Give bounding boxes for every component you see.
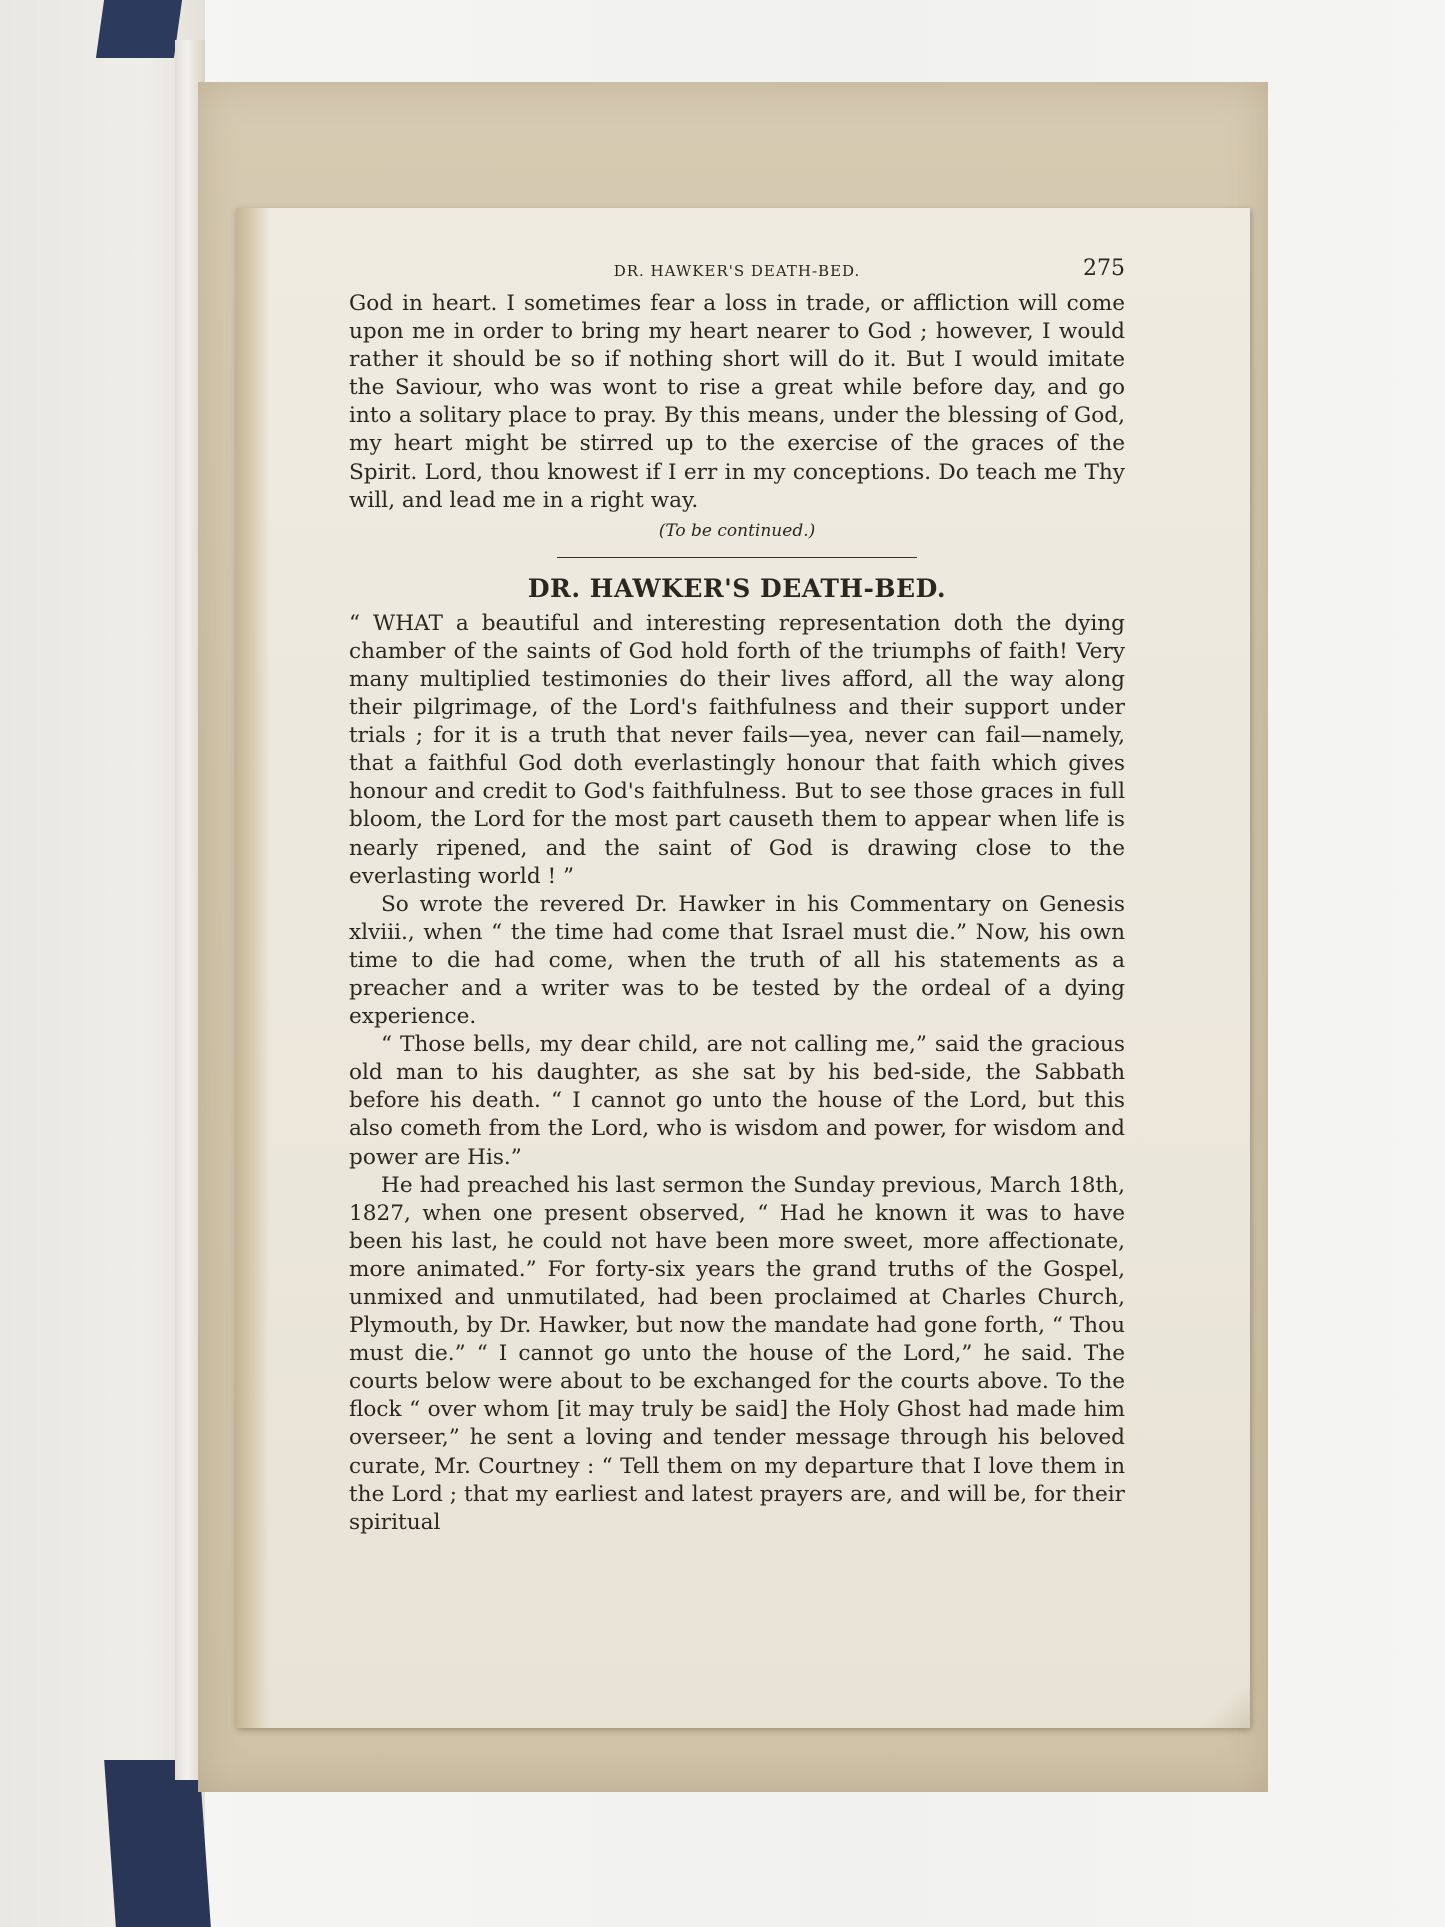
cloth-binding-bottom [104, 1760, 211, 1927]
article-paragraph: “ Those bells, my dear child, are not calling me,” said the gracious old man to his daughter, as she sat by his bed-side, the Sabbath before his death. “ I cannot go unto the house of the Lord, but this also cometh from the Lord, who is wisdom and power, for wisdom and power are His.” [349, 1032, 1125, 1170]
printed-leaf [236, 208, 1250, 1728]
article-paragraph: “ WHAT a beautiful and interesting representation doth the dying chamber of the saints of God hold forth of the triumphs of faith! Very many multiplied testimonies do their lives afford, all the way along their pilgrimage, of the Lord's faithfulness and their support under trials ; for it is a truth that never fails—yea, never can fail—namely, that a faithful God doth everlastingly honour that faith which gives honour and credit to God's faithfulness. But to see those graces in full bloom, the Lord for the most part causeth them to appear when life is nearly ripened, and the saint of God is drawing close to the everlasting world ! ” [349, 610, 1125, 889]
to-be-continued: (To be continued.) [658, 520, 816, 541]
text-block [349, 250, 1125, 1537]
running-head [349, 250, 1125, 290]
continuation-paragraph: God in heart. I sometimes fear a loss in trade, or affliction will come upon me in order to bring my heart nearer to God ; however, I would rather it should be so if nothing short will do it. But I would imitate the Saviour, who was wont to rise a great while before day, and go into a solitary place to pray. By this means, under the blessing of God, my heart might be stirred up to the exercise of the graces of the Spirit. Lord, thou knowest if I err in my conceptions. Do teach me Thy will, and lead me in a right way. [349, 291, 1125, 513]
article-title: DR. HAWKER'S DEATH-BED. [527, 573, 947, 603]
torn-left-edge [236, 208, 270, 1728]
article-paragraph: So wrote the revered Dr. Hawker in his Commentary on Genesis xlviii., when “ the time had come that Israel must die.” Now, his own time to die had come, when the truth of all his statements as a preacher and a writer was to be tested by the ordeal of a dying experience. [349, 891, 1125, 1030]
cloth-binding-top [96, 0, 182, 58]
section-rule [557, 557, 917, 558]
leaf-corner-shadow [1190, 1688, 1250, 1728]
running-head-title: DR. HAWKER'S DEATH-BED. [613, 262, 861, 280]
page-number: 275 [1083, 256, 1125, 281]
article-paragraph: He had preached his last sermon the Sunday previous, March 18th, 1827, when one present observed, “ Had he known it was to have been his last, he could not have been more sweet, more affectionate, more animated.” For forty-six years the grand truths of the Gospel, unmixed and unmutilated, had been proclaimed at Charles Church, Plymouth, by Dr. Hawker, but now the mandate had gone forth, “ Thou must die.” “ I cannot go unto the house of the Lord,” he said. The courts below were about to be exchanged for the courts above. To the flock “ over whom [it may truly be said] the Holy Ghost had made him overseer,” he sent a loving and tender message through his beloved curate, Mr. Courtney : “ Tell them on my departure that I love them in the Lord ; that my earliest and latest prayers are, and will be, for their spiritual [349, 1172, 1125, 1535]
